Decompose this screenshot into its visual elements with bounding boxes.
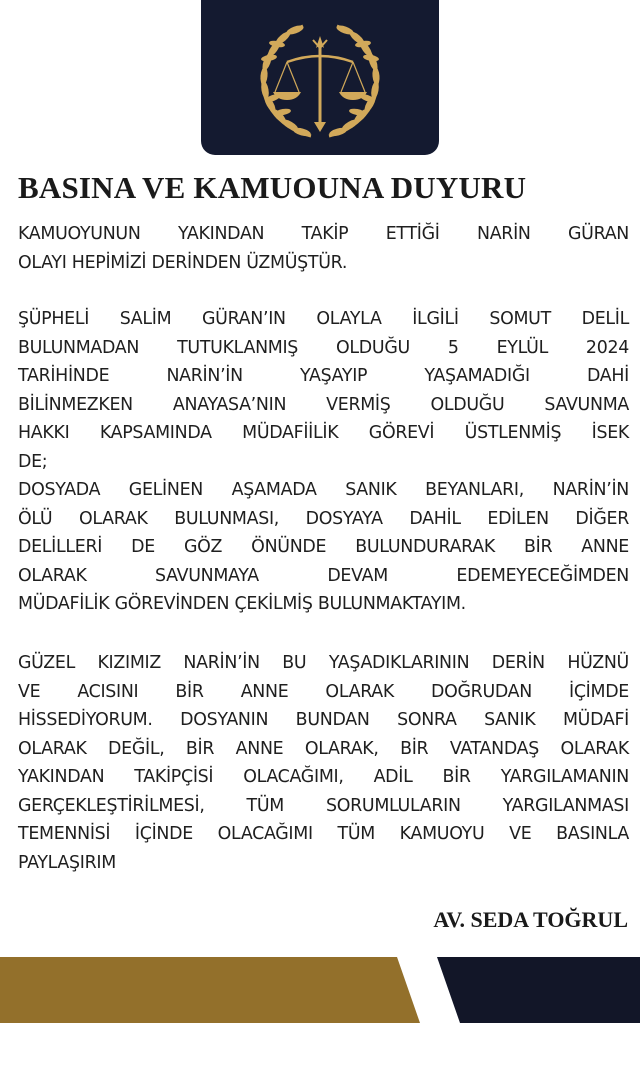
scales-of-justice-laurel-icon: [253, 18, 387, 140]
paragraph-3: [18, 649, 629, 877]
text-line: MÜDAFİLİK GÖREVİNDEN ÇEKİLMİŞ BULUNMAKTAYIM.: [18, 594, 466, 614]
logo-header: [201, 0, 439, 155]
text-line: YAKINDAN TAKİPÇİSİ OLACAĞIMI, ADİL BİR YARGILAMANIN: [18, 767, 629, 787]
text-line: TEMENNİSİ İÇİNDE OLACAĞIMI TÜM KAMUOYU VE BASINLA: [18, 824, 629, 844]
text-line: ŞÜPHELİ SALİM GÜRAN’IN OLAYLA İLGİLİ SOMUT DELİL: [18, 309, 629, 329]
text-line: OLAYI HEPİMİZİ DERİNDEN ÜZMÜŞTÜR.: [18, 252, 348, 273]
text-line: BİLİNMEZKEN ANAYASA’NIN VERMİŞ OLDUĞU SAVUNMA: [18, 394, 629, 415]
paragraph-2: [18, 305, 629, 619]
paragraph-1: [18, 220, 629, 277]
footer-gold-band: [0, 957, 420, 1023]
signature: AV. SEDA TOĞRUL: [433, 907, 628, 932]
text-line: TARİHİNDE NARİN’İN YAŞAYIP YAŞAMADIĞI DAHİ: [18, 366, 629, 386]
text-line: DELİLLERİ DE GÖZ ÖNÜNDE BULUNDURARAK BİR ANNE: [18, 537, 629, 557]
footer-navy-band: [437, 957, 640, 1023]
text-line: BULUNMADAN TUTUKLANMIŞ OLDUĞU 5 EYLÜL 2024: [18, 337, 629, 358]
text-line: VE ACISINI BİR ANNE OLARAK DOĞRUDAN İÇİMDE: [18, 681, 629, 702]
text-line: GÜZEL KIZIMIZ NARİN’İN BU YAŞADIKLARININ DERİN HÜZNÜ: [18, 653, 629, 673]
text-line: HAKKI KAPSAMINDA MÜDAFİİLİK GÖREVİ ÜSTLENMİŞ İSEK: [18, 423, 629, 443]
text-line: DOSYADA GELİNEN AŞAMADA SANIK BEYANLARI, NARİN’İN: [18, 480, 629, 500]
text-line: HİSSEDİYORUM. DOSYANIN BUNDAN SONRA SANIK MÜDAFİ: [18, 710, 629, 730]
page-title: BASINA VE KAMUOUNA DUYURU: [18, 170, 527, 205]
text-line: PAYLAŞIRIM: [18, 852, 116, 873]
text-line: OLARAK SAVUNMAYA DEVAM EDEMEYECEĞİMDEN: [18, 565, 629, 586]
text-line: ÖLÜ OLARAK BULUNMASI, DOSYAYA DAHİL EDİLEN DİĞER: [18, 508, 629, 529]
text-line: KAMUOYUNUN YAKINDAN TAKİP ETTİĞİ NARİN GÜRAN: [18, 224, 629, 244]
text-line: GERÇEKLEŞTİRİLMESİ, TÜM SORUMLULARIN YARGILANMASI: [18, 795, 629, 816]
text-line: OLARAK DEĞİL, BİR ANNE OLARAK, BİR VATANDAŞ OLARAK: [18, 738, 629, 759]
text-line: DE;: [18, 451, 48, 472]
